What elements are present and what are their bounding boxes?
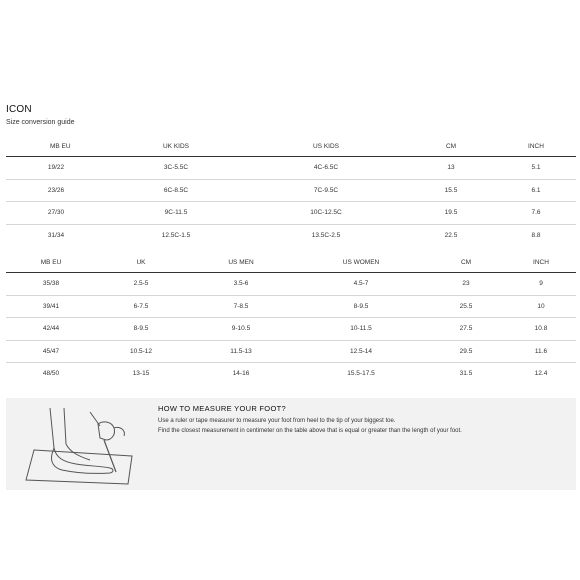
table-cell: 6-7.5: [96, 295, 186, 318]
table-cell: 15.5-17.5: [347, 370, 375, 378]
table-cell: 23: [426, 273, 506, 296]
table-cell: 13-15: [132, 370, 150, 378]
table-cell: 12.4: [534, 370, 548, 378]
table-cell: 45/47: [6, 340, 96, 363]
adult-header-mb-eu: MB EU: [6, 252, 96, 273]
table-row: [6, 157, 576, 180]
table-cell: 12.5-14: [296, 340, 426, 363]
table-cell: 5.1: [496, 157, 576, 180]
table-cell: 8-9.5: [296, 295, 426, 318]
table-cell: 9: [506, 273, 576, 296]
table-cell: 3C-5.5C: [106, 157, 246, 180]
kids-header-cm: CM: [406, 136, 496, 157]
table-cell: 10.8: [506, 318, 576, 341]
how-to-instruction-2: Find the closest measurement in centimeter on the table above that is equal or greater than the length of your foot.: [158, 428, 462, 434]
table-row: [6, 224, 576, 246]
adult-size-table: [6, 252, 576, 385]
table-cell: 22.5: [444, 231, 458, 239]
table-cell: 9C-11.5: [106, 202, 246, 225]
brand-title: ICON: [6, 104, 32, 115]
kids-table-header-row: [6, 136, 576, 157]
kids-size-table: [6, 136, 576, 246]
table-cell: 19.5: [406, 202, 496, 225]
table-cell: 8-9.5: [96, 318, 186, 341]
table-cell: 8.8: [531, 231, 541, 239]
how-to-title: HOW TO MEASURE YOUR FOOT?: [158, 404, 286, 413]
table-cell: 11.5-13: [186, 340, 296, 363]
table-row: [6, 179, 576, 202]
adult-table-header-row: [6, 252, 576, 273]
table-cell: 14-16: [232, 370, 250, 378]
table-cell: 31/34: [47, 231, 65, 239]
table-cell: 15.5: [406, 179, 496, 202]
table-row: [6, 202, 576, 225]
table-cell: 39/41: [6, 295, 96, 318]
how-to-measure-panel: [6, 398, 576, 490]
table-row: [6, 318, 576, 341]
table-cell: 10-11.5: [296, 318, 426, 341]
adult-header-uk: UK: [96, 252, 186, 273]
table-cell: 2.5-5: [96, 273, 186, 296]
table-cell: 7C-9.5C: [246, 179, 406, 202]
table-cell: 10.5-12: [96, 340, 186, 363]
table-cell: 6C-8.5C: [106, 179, 246, 202]
adult-header-inch: INCH: [506, 252, 576, 273]
table-cell: 23/26: [6, 179, 106, 202]
table-cell: 7-8.5: [186, 295, 296, 318]
table-cell: 9-10.5: [186, 318, 296, 341]
table-cell: 27/30: [6, 202, 106, 225]
adult-header-us-men: US MEN: [186, 252, 296, 273]
foot-measuring-illustration-icon: [20, 404, 140, 486]
table-cell: 6.1: [496, 179, 576, 202]
table-cell: 48/50: [42, 370, 60, 378]
kids-header-mb-eu: MB EU: [6, 136, 106, 157]
table-cell: 11.6: [506, 340, 576, 363]
table-cell: 42/44: [6, 318, 96, 341]
adult-header-us-women: US WOMEN: [296, 252, 426, 273]
guide-subtitle: Size conversion guide: [6, 119, 75, 126]
table-cell: 10: [506, 295, 576, 318]
table-cell: 7.6: [496, 202, 576, 225]
table-row: [6, 340, 576, 363]
table-row: [6, 363, 576, 385]
table-cell: 29.5: [426, 340, 506, 363]
table-cell: 13.5C-2.5: [311, 231, 341, 239]
table-row: [6, 273, 576, 296]
kids-header-uk-kids: UK KIDS: [106, 136, 246, 157]
table-cell: 3.5-6: [186, 273, 296, 296]
table-cell: 4C-6.5C: [246, 157, 406, 180]
table-cell: 12.5C-1.5: [161, 231, 191, 239]
table-row: [6, 295, 576, 318]
table-cell: 13: [406, 157, 496, 180]
how-to-instruction-1: Use a ruler or tape measurer to measure your foot from heel to the tip of your biggest toe.: [158, 418, 396, 424]
table-cell: 35/38: [6, 273, 96, 296]
table-cell: 19/22: [6, 157, 106, 180]
adult-header-cm: CM: [426, 252, 506, 273]
kids-header-inch: INCH: [496, 136, 576, 157]
table-cell: 31.5: [459, 370, 473, 378]
table-cell: 27.5: [426, 318, 506, 341]
table-cell: 10C-12.5C: [246, 202, 406, 225]
kids-header-us-kids: US KIDS: [246, 136, 406, 157]
table-cell: 25.5: [426, 295, 506, 318]
table-cell: 4.5-7: [296, 273, 426, 296]
